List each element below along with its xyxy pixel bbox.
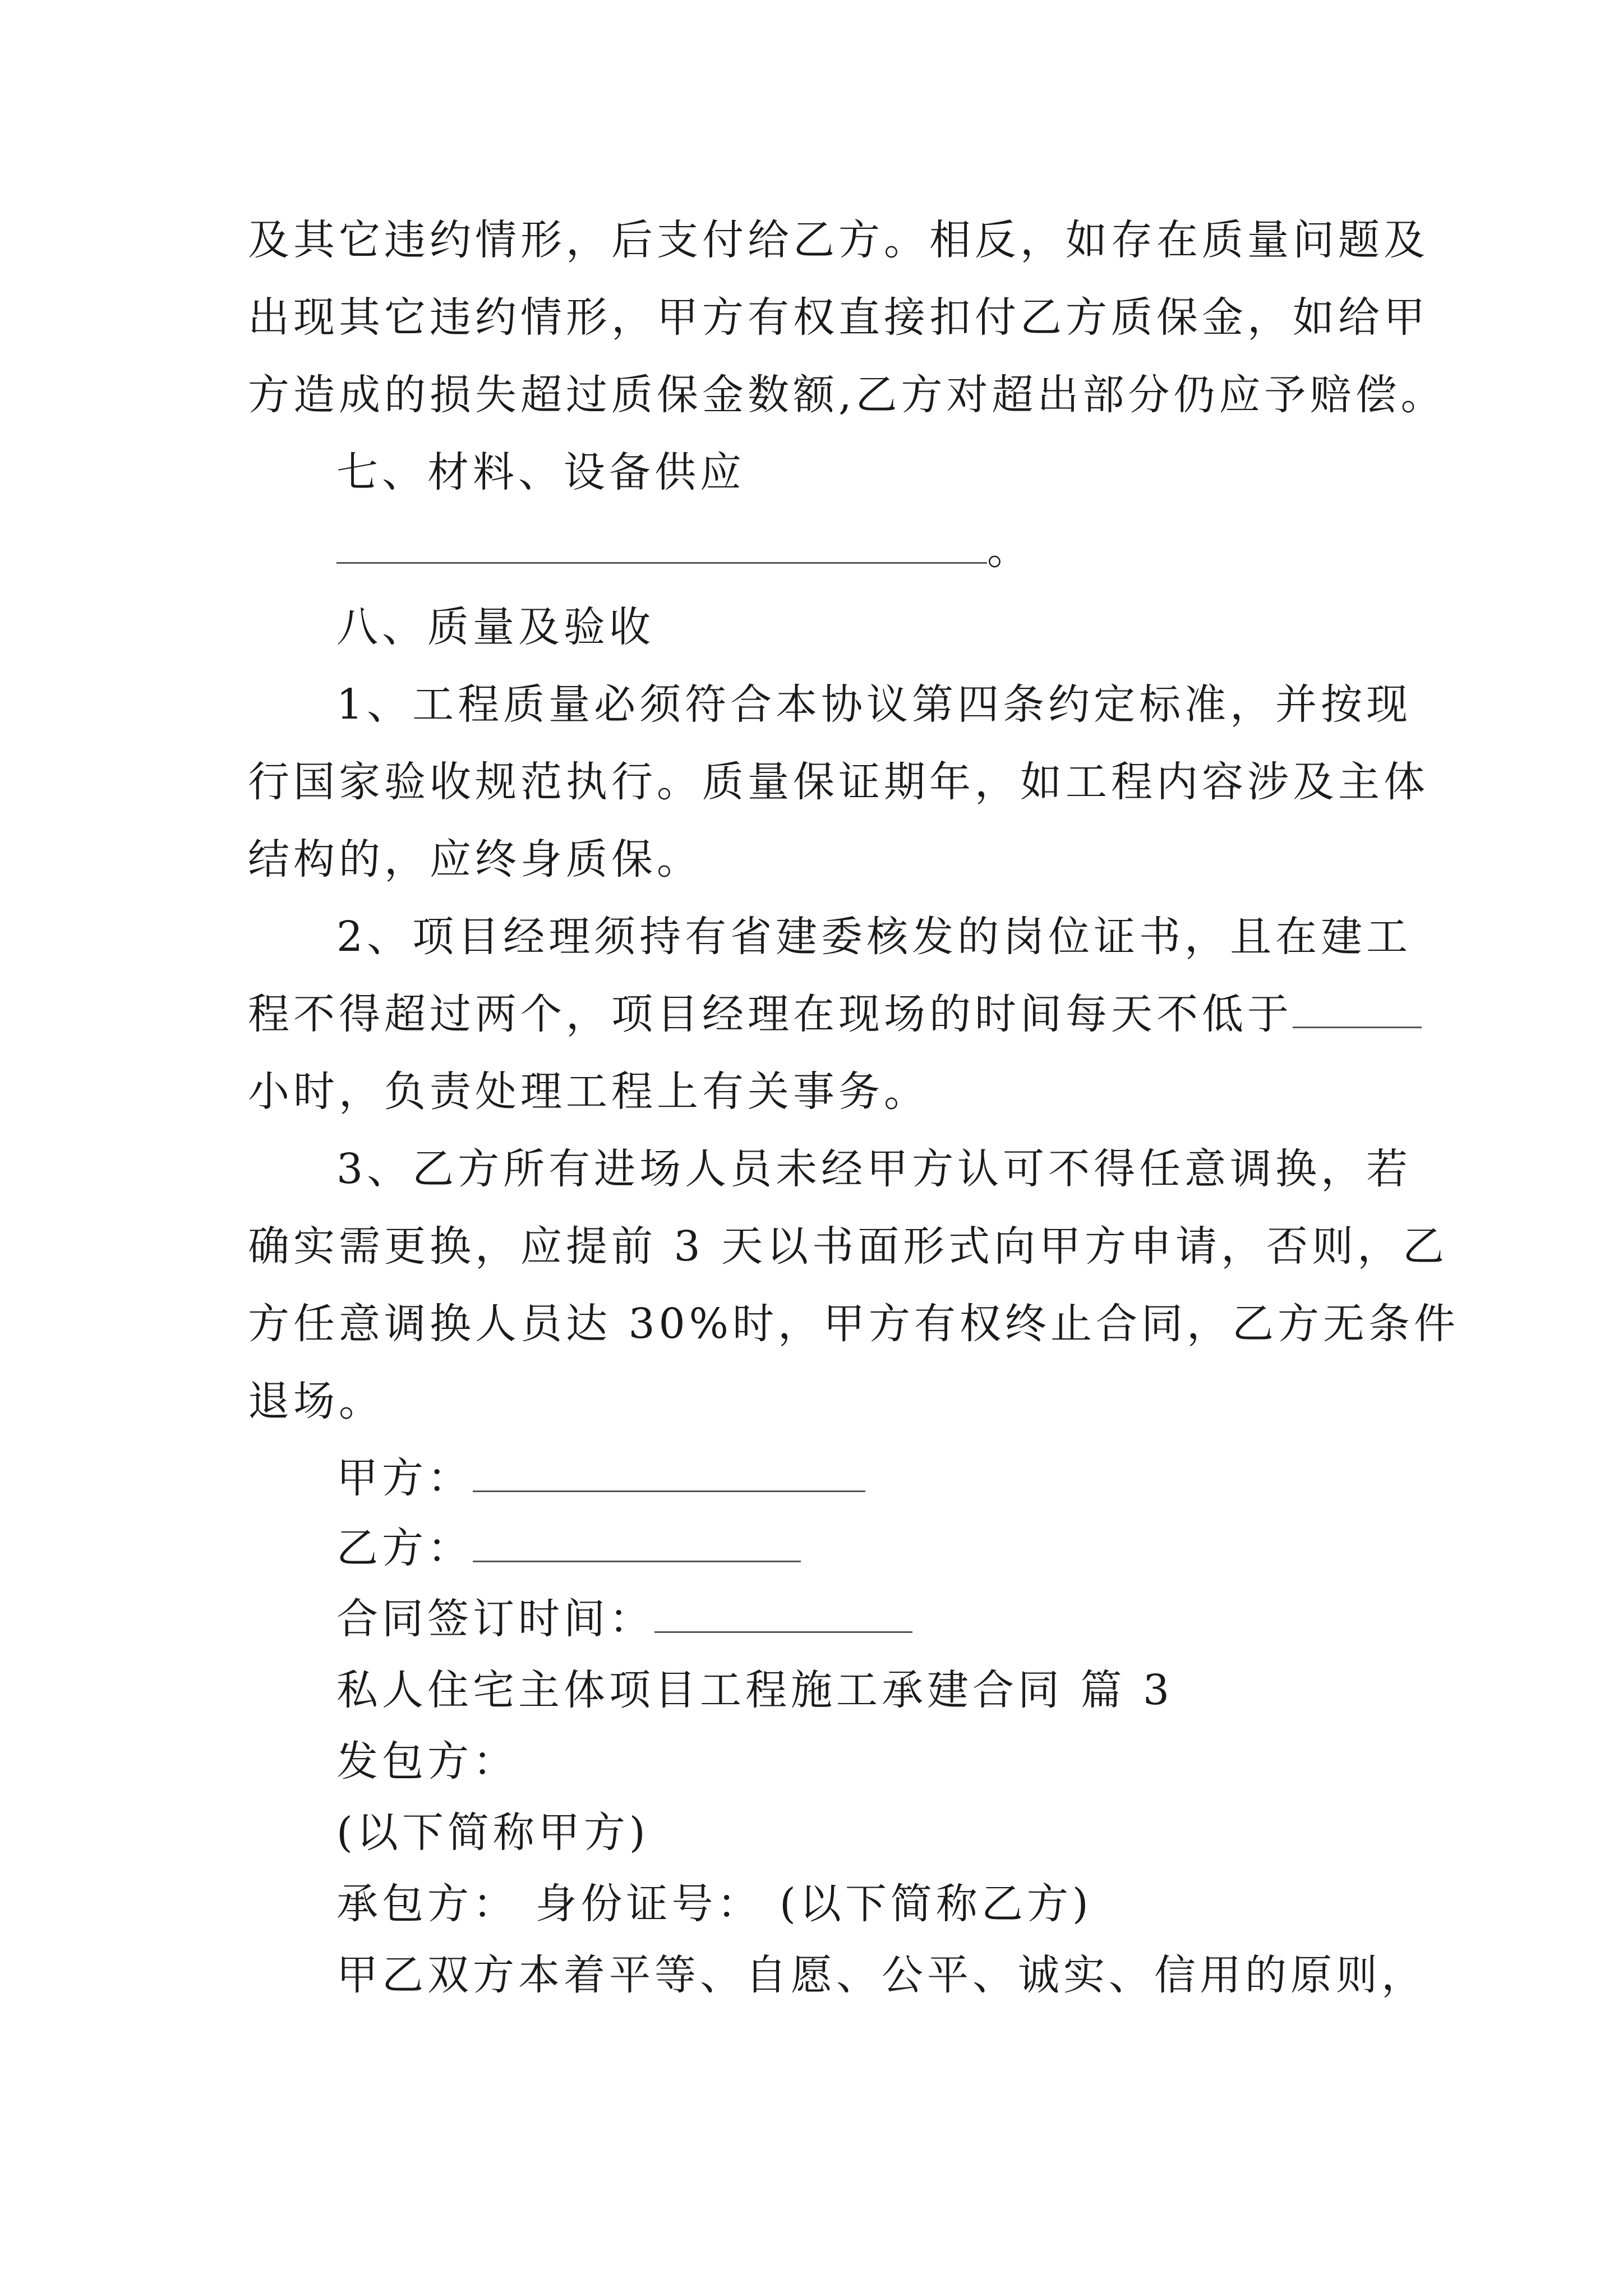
item-1-line: 1、工程质量必须符合本协议第四条约定标准，并按现: [336, 680, 1412, 729]
section-heading-8: 八、质量及验收: [336, 603, 654, 651]
item-3-line: 退场。: [248, 1377, 384, 1425]
item-1-line: 行国家验收规范执行。质量保证期年，如工程内容涉及主体: [248, 758, 1429, 806]
paragraph-line: 方造成的损失超过质保金数额,乙方对超出部分仍应予赔偿。: [248, 371, 1446, 419]
paragraph-line: 及其它违约情形，后支付给乙方。相反，如存在质量问题及: [248, 216, 1429, 264]
item-3-line: 确实需更换，应提前 3 天以书面形式向甲方申请，否则，乙: [248, 1222, 1449, 1271]
fill-in-blank: [336, 525, 987, 564]
contractor-line: 承包方： 身份证号： (以下简称乙方): [336, 1880, 1092, 1928]
sign-date-line: [336, 1591, 912, 1647]
contract-3-title: 私人住宅主体项目工程施工承建合同 篇 3: [336, 1666, 1174, 1714]
sign-date-label: 合同签订时间：: [336, 1595, 654, 1643]
fill-in-blank: [473, 1453, 865, 1492]
item-2-line: 小时，负责处理工程上有关事务。: [248, 1068, 929, 1116]
fill-in-blank: [473, 1524, 801, 1562]
item-2-line: 2、项目经理须持有省建委核发的岗位证书，且在建工: [336, 913, 1412, 961]
fill-in-blank: [654, 1594, 912, 1633]
intro-line: 甲乙双方本着平等、自愿、公平、诚实、信用的原则，: [336, 1951, 1427, 1999]
fill-in-blank: [1293, 990, 1422, 1028]
employer-line: 发包方：: [336, 1737, 518, 1786]
section-heading-7: 七、材料、设备供应: [336, 448, 745, 496]
party-a-label: 甲方：: [336, 1454, 473, 1502]
party-a-signature-line: [336, 1450, 865, 1506]
item-3-line: 3、乙方所有进场人员未经甲方认可不得任意调换，若: [336, 1145, 1412, 1193]
employer-alias-line: (以下简称甲方): [336, 1809, 649, 1857]
item-1-line: 结构的，应终身质保。: [248, 835, 702, 884]
item-3-line: 方任意调换人员达 30%时，甲方有权终止合同，乙方无条件: [248, 1300, 1459, 1348]
blank-suffix: 。: [987, 526, 1032, 574]
material-supply-line: [336, 522, 1032, 578]
paragraph-line: 出现其它违约情形，甲方有权直接扣付乙方质保金，如给甲: [248, 293, 1429, 342]
party-b-label: 乙方：: [336, 1524, 473, 1572]
item-2-text: 程不得超过两个，项目经理在现场的时间每天不低于: [248, 990, 1293, 1038]
item-2-line: [248, 986, 1422, 1042]
party-b-signature-line: [336, 1520, 801, 1576]
